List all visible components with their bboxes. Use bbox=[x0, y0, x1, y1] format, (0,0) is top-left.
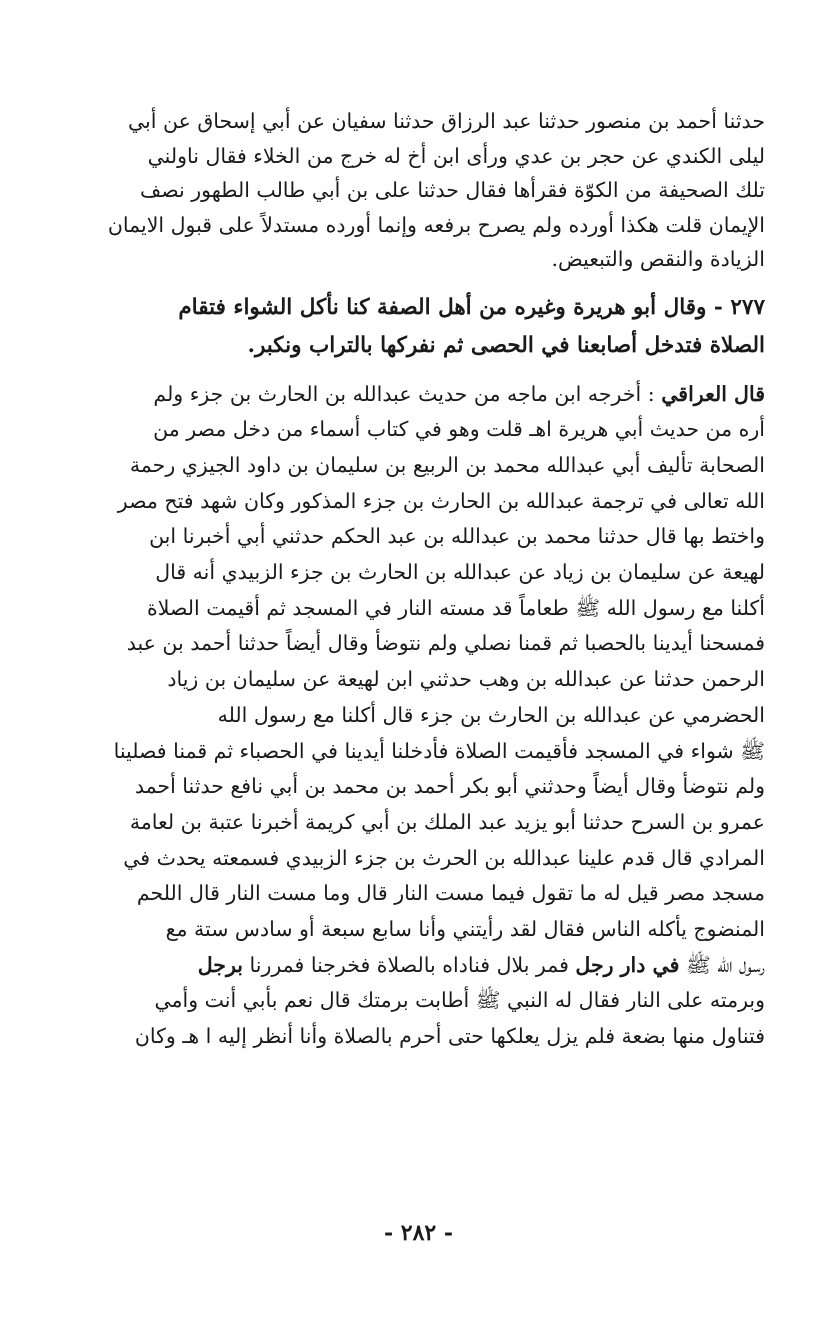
intro-line: تلك الصحيفة من الكوّة فقرأها فقال حدثنا على بن أبي طالب الطهور نصف bbox=[140, 178, 765, 202]
commentary-text: فمر بلال فناداه بالصلاة فخرجنا فمررنا bbox=[249, 952, 569, 977]
intro-paragraph bbox=[80, 104, 765, 277]
commentary-paragraph bbox=[80, 377, 765, 1055]
hadith-number: ٢٧٧ - bbox=[713, 294, 765, 320]
commentary-line: فتناول منها بضعة فلم يزل يعلكها حتى أحرم بالصلاة وأنا أنظر إليه ا هـ وكان bbox=[134, 1024, 765, 1049]
commentary-line: ﷺ شواء في المسجد فأقيمت الصلاة فأدخلنا أيدينا في الحصباء ثم قمنا فصلينا bbox=[113, 738, 765, 763]
commentary-line bbox=[80, 377, 765, 413]
hadith-line: الصلاة فتدخل أصابعنا في الحصى ثم نفركها بالتراب ونكبر. bbox=[247, 332, 765, 358]
commentary-line: المرادي قال قدم علينا عبدالله بن الحرث بن جزء الزبيدي فسمعته يحدث في bbox=[123, 845, 765, 870]
commentary-line: ولم نتوضأ وقال أيضاً وحدثني أبو بكر أحمد بن محمد بن أبي نافع حدثنا أحمد bbox=[134, 774, 765, 799]
commentary-line bbox=[80, 948, 765, 984]
commentary-line: واختط بها قال حدثنا محمد بن عبدالله بن عبد الحكم حدثني أبي أخبرنا ابن bbox=[149, 524, 765, 549]
commentary-text: رسول الله ﷺ bbox=[685, 952, 765, 977]
commentary-line: وبرمته على النار فقال له النبي ﷺ أطابت برمتك قال نعم بأبي أنت وأمي bbox=[154, 988, 765, 1013]
commentary-line: فمسحنا أيدينا بالحصبا ثم قمنا نصلي ولم نتوضأ وقال أيضاً حدثنا أحمد بن عبد bbox=[126, 631, 765, 656]
intro-line: ليلى الكندي عن حجر بن عدي ورأى ابن أخ له خرج من الخلاء فقال ناولني bbox=[147, 143, 765, 168]
commentary-line: أره من حديث أبي هريرة اهـ قلت وهو في كتاب أسماء من دخل مصر من bbox=[153, 417, 765, 442]
commentary-line: الرحمن حدثنا عن عبدالله بن وهب حدثني ابن لهيعة عن سليمان بن زياد bbox=[167, 667, 765, 692]
commentary-line: الحضرمي عن عبدالله بن الحارث بن جزء قال أكلنا مع رسول الله bbox=[217, 702, 765, 727]
intro-line: الزيادة والنقص والتبعيض. bbox=[551, 247, 765, 271]
commentary-line: الله تعالى في ترجمة عبدالله بن الحارث بن جزء المذكور وكان شهد فتح مصر bbox=[117, 488, 765, 513]
intro-line: حدثنا أحمد بن منصور حدثنا عبد الرزاق حدثنا سفيان عن أبي إسحاق عن أبي bbox=[127, 109, 765, 133]
commentary-bold-text: برجل bbox=[197, 952, 243, 977]
commentary-line: لهيعة عن سليمان بن زياد عن عبدالله بن الحارث بن جزء الزبيدي أنه قال bbox=[155, 560, 765, 585]
commentary-text: : أخرجه ابن ماجه من حديث عبدالله بن الحارث بن جزء ولم bbox=[153, 381, 655, 406]
page-number: - ٢٨٢ - bbox=[383, 1220, 454, 1246]
hadith-text: وقال أبو هريرة وغيره من أهل الصفة كنا نأكل الشواء فتقام bbox=[178, 294, 707, 320]
commentary-line: المنضوج يأكله الناس فقال لقد رأيتني وأنا سابع سبعة أو سادس ستة مع bbox=[165, 917, 765, 942]
commentary-bold-text: في دار رجل bbox=[575, 952, 680, 977]
commentary-line: أكلنا مع رسول الله ﷺ طعاماً قد مسته النار في المسجد ثم أقيمت الصلاة bbox=[147, 595, 765, 620]
commentary-lead: قال العراقي bbox=[661, 381, 765, 406]
commentary-line: عمرو بن السرح حدثنا أبو يزيد عبد الملك بن أبي كريمة أخبرنا عتبة بن لعامة bbox=[129, 809, 765, 834]
document-page bbox=[80, 104, 765, 1055]
intro-line: الإيمان قلت هكذا أورده ولم يصرح برفعه وإنما أورده مستدلاً على قبول الايمان bbox=[107, 212, 765, 237]
hadith-line bbox=[80, 289, 765, 327]
hadith-277 bbox=[80, 289, 765, 365]
commentary-line: مسجد مصر قيل له ما تقول فيما مست النار قال وما مست النار قال اللحم bbox=[136, 881, 765, 906]
commentary-line: الصحابة تأليف أبي عبدالله محمد بن الربيع بن سليمان بن داود الجيزي رحمة bbox=[129, 452, 765, 477]
